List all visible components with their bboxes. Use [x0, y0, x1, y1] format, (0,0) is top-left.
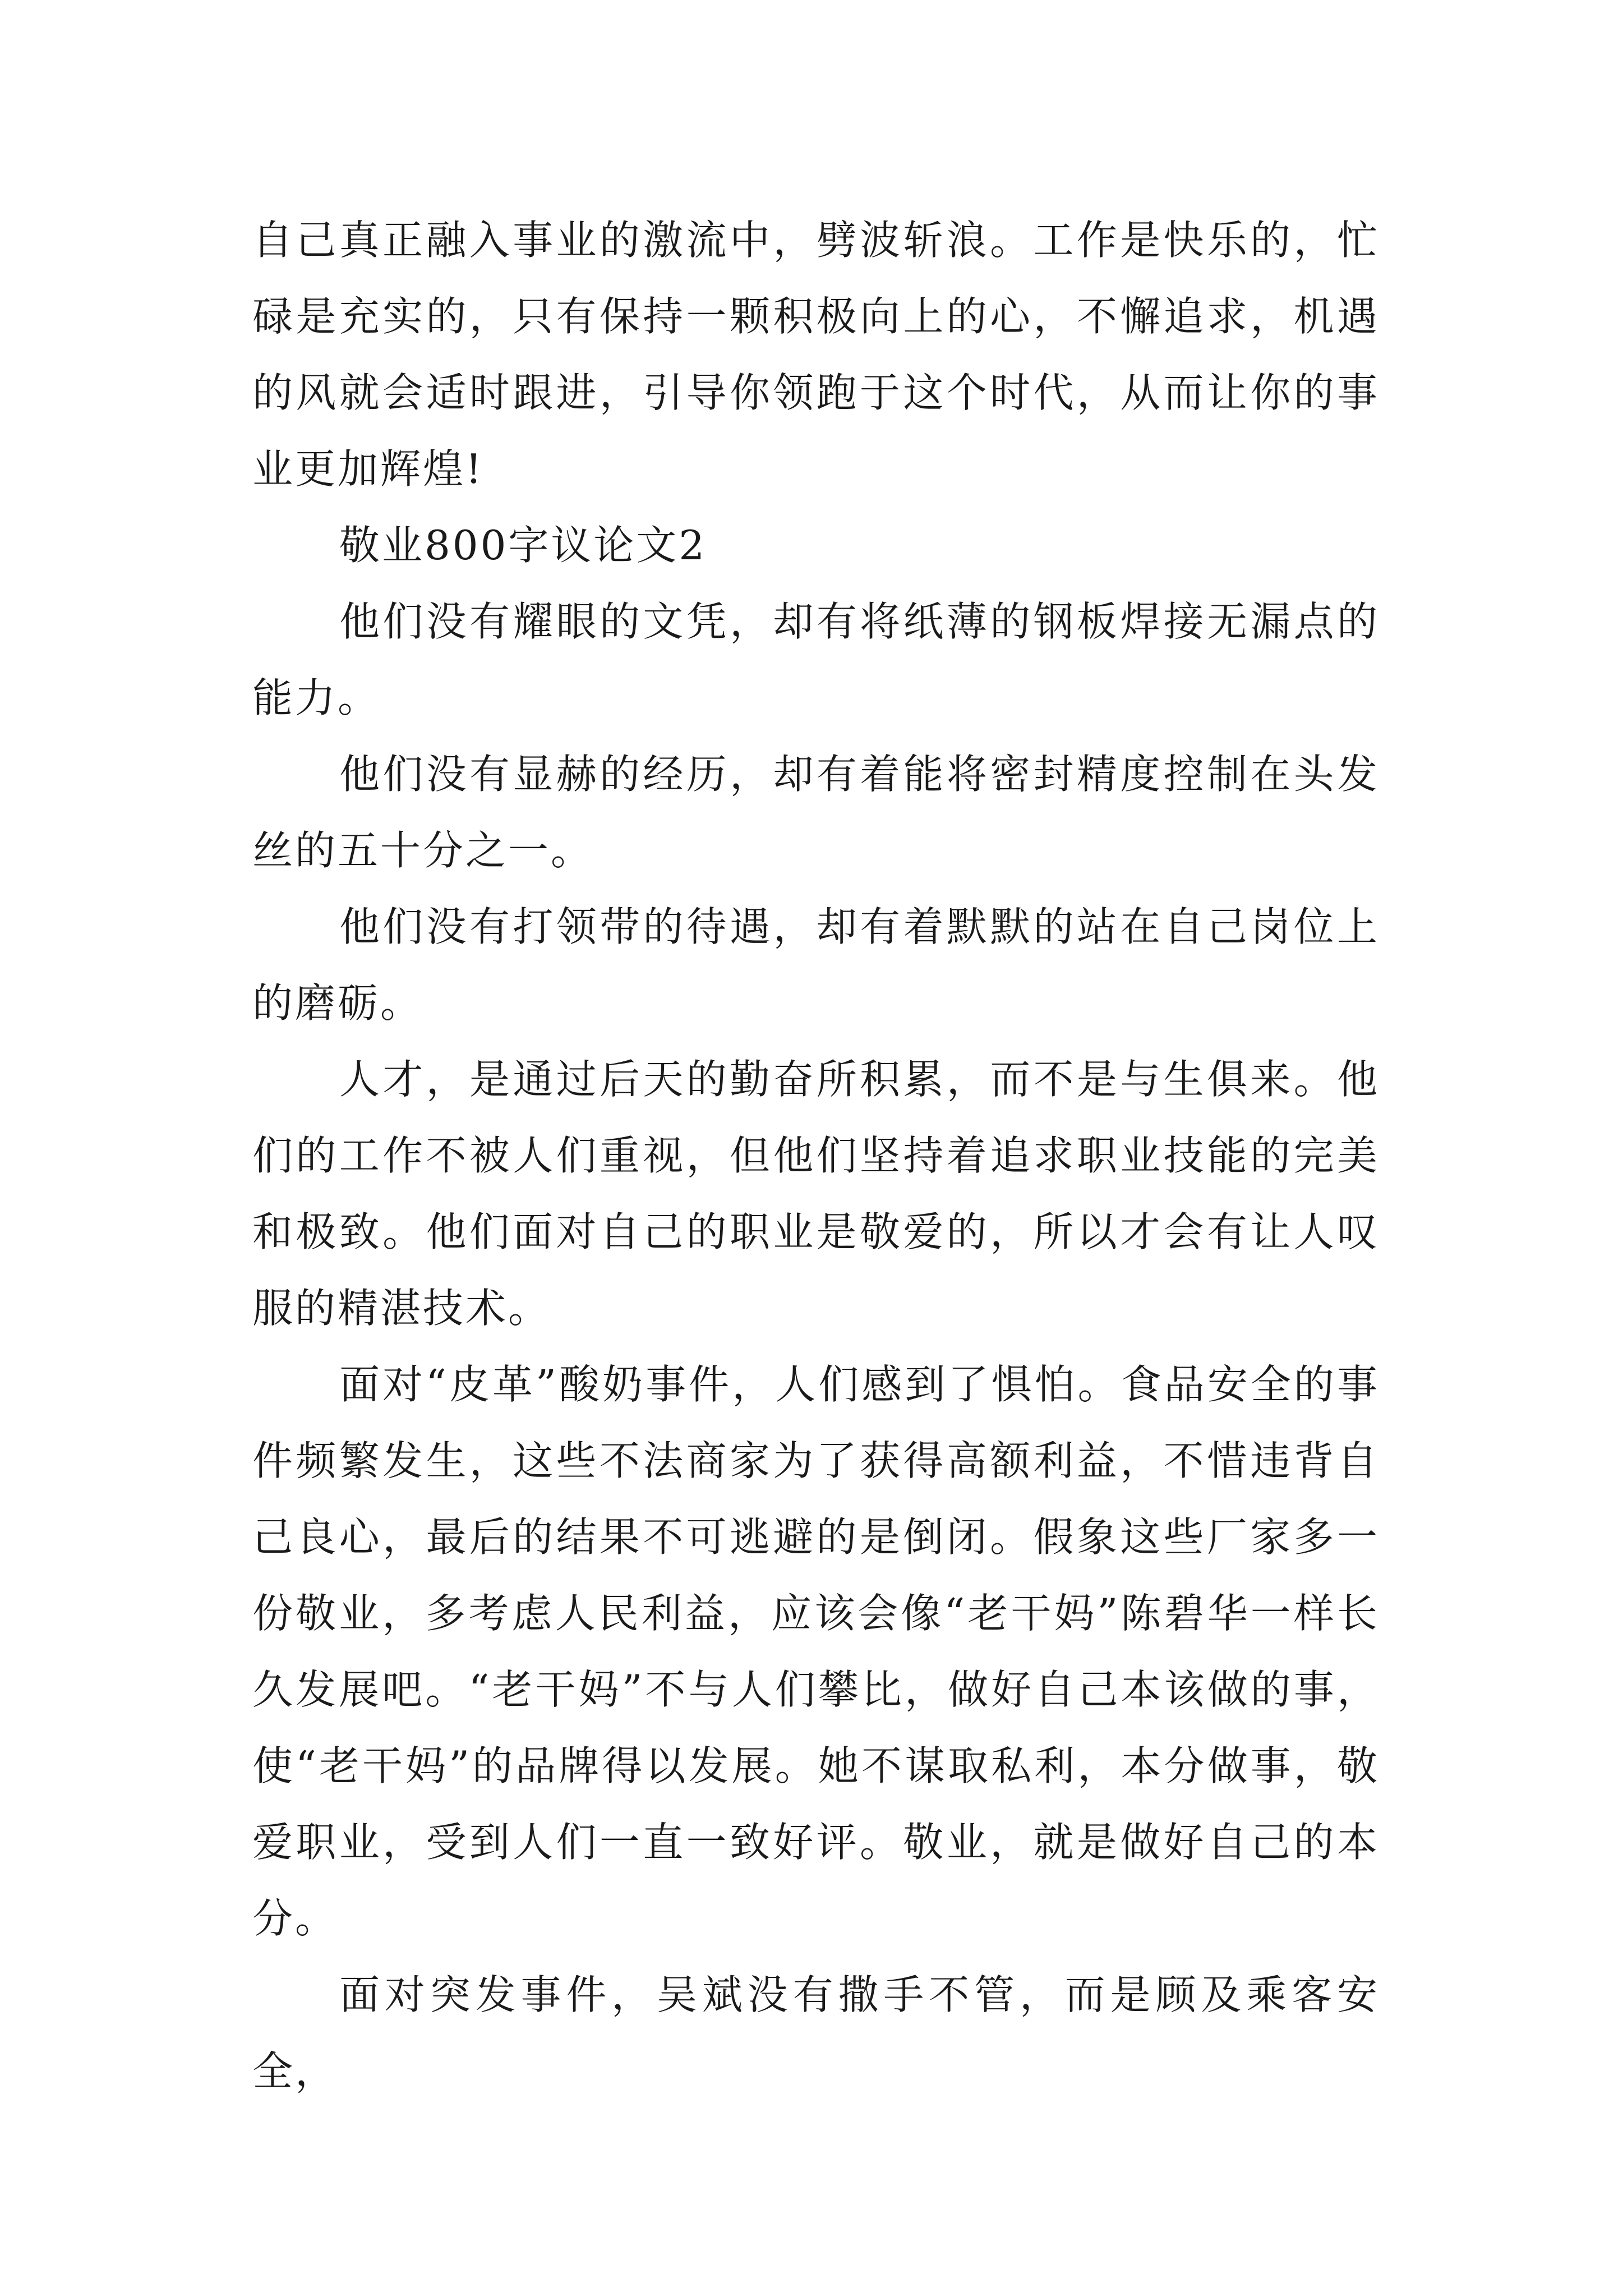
essay-heading: 敬业800字议论文2 — [339, 522, 707, 569]
paragraph: 他们没有耀眼的文凭，却有将纸薄的钢板焊接无漏点的能力。 — [252, 598, 1380, 721]
paragraph: 人才，是通过后天的勤奋所积累，而不是与生俱来。他们的工作不被人们重视，但他们坚持着追求职业技能的完美和极致。他们面对自己的职业是敬爱的，所以才会有让人叹服的精湛技术。 — [252, 1056, 1380, 1332]
paragraph: 他们没有打领带的待遇，却有着默默的站在自己岗位上的磨砺。 — [252, 903, 1380, 1027]
paragraph: 面对“皮革”酸奶事件，人们感到了惧怕。食品安全的事件频繁发生，这些不法商家为了获得高额利益，不惜违背自己良心，最后的结果不可逃避的是倒闭。假象这些厂家多一份敬业，多考虑人民利益，应该会像“老干妈”陈碧华一样长久发展吧。“老干妈”不与人们攀比，做好自己本该做的事，使“老干妈”的品牌得以发展。她不谋取私利，本分做事，敬爱职业，受到人们一直一致好评。敬业，就是做好自己的本分。 — [252, 1361, 1380, 1942]
continuation-paragraph: 自己真正融入事业的激流中，劈波斩浪。工作是快乐的，忙碌是充实的，只有保持一颗积极向上的心，不懈追求，机遇的风就会适时跟进，引导你领跑于这个时代，从而让你的事业更加辉煌! — [252, 217, 1380, 493]
essay-text — [252, 202, 1380, 2109]
paragraph: 他们没有显赫的经历，却有着能将密封精度控制在头发丝的五十分之一。 — [252, 751, 1380, 874]
paragraph: 面对突发事件，吴斌没有撒手不管，而是顾及乘客安全， — [252, 1971, 1380, 2095]
